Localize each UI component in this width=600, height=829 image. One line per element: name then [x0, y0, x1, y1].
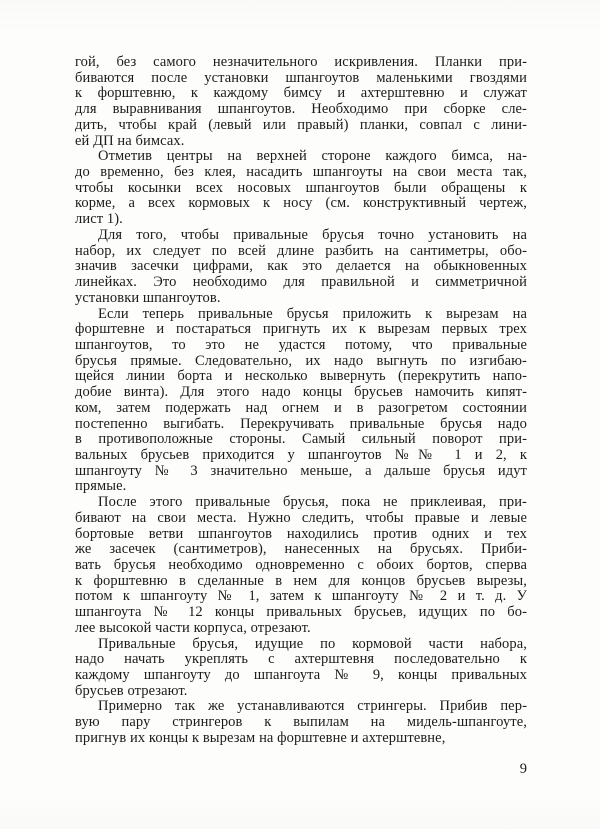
text-line: набор, их следует по всей длине разбить на сантиметры, обо-: [75, 242, 527, 259]
text-line: установки шпангоутов.: [75, 289, 221, 306]
text-line: к форштевню в сделанные в нем для концов брусьев вырезы,: [75, 572, 527, 589]
text-line: пригнув их концы к вырезам на форштевне и ахтерштевне,: [75, 729, 446, 746]
paragraph: [75, 55, 527, 149]
text-line: ей ДП на бимсах.: [75, 132, 185, 149]
text-block: [75, 55, 527, 747]
text-line: корме, а всех кормовых к носу (см. конструктивный чертеж,: [75, 195, 527, 212]
text-line: в противоположные стороны. Самый сильный поворот при-: [75, 431, 527, 448]
text-line: прямые.: [75, 478, 127, 495]
text-line: гой, без самого незначительного искривления. Планки при-: [75, 54, 527, 70]
text-line: форштевне и постараться пригнуть их к вырезам первых трех: [75, 321, 527, 338]
paragraph: [75, 495, 527, 636]
paragraph: [75, 228, 527, 307]
text-line: Привальные брусья, идущие по кормовой части набора,: [98, 635, 527, 652]
text-line: брусья прямые. Следовательно, их надо выгнуть по изгибаю-: [75, 352, 527, 369]
paragraph: [75, 637, 527, 700]
text-line: лист 1).: [75, 211, 123, 228]
text-line: бивают на свои места. Нужно следить, чтобы правые и левые: [75, 509, 527, 526]
page-number: 9: [519, 761, 527, 777]
text-line: После этого привальные брусья, пока не приклеивая, при-: [98, 494, 527, 511]
text-line: потом к шпангоуту № 1, затем к шпангоуту № 2 и т. д. У: [75, 588, 527, 605]
paragraph: [75, 307, 527, 496]
text-line: каждому шпангоуту до шпангоута № 9, концы привальных: [75, 667, 527, 684]
text-line: лее высокой части корпуса, отрезают.: [75, 619, 311, 636]
text-line: постепенно выгибать. Перекручивать привальные брусья надо: [75, 415, 527, 432]
text-line: шпангоута № 12 концы привальных брусьев, идущих по бо-: [75, 604, 527, 621]
paragraph: [75, 699, 527, 746]
text-line: бортовые ветви шпангоутов находились против одних и тех: [75, 525, 527, 542]
text-line: дить, чтобы край (левый или правый) планки, совпал с лини-: [75, 116, 527, 133]
text-line: вальных брусьев приходится у шпангоутов №№ 1 и 2, к: [75, 446, 527, 463]
text-line: чтобы косынки всех носовых шпангоутов были обращены к: [75, 179, 527, 196]
text-line: Если теперь привальные брусья приложить к вырезам на: [98, 305, 527, 322]
text-line: шпангоутов, то это не удастся потому, что привальные: [75, 336, 527, 353]
text-line: щейся линии борта и несколько вывернуть (перекрутить напо-: [75, 368, 527, 385]
text-line: надо начать укреплять с ахтерштевня последовательно к: [75, 651, 527, 668]
text-line: добие винта). Для этого надо концы брусьев намочить кипят-: [75, 384, 527, 401]
text-line: до временно, без клея, насадить шпангоуты на свои места так,: [75, 164, 527, 181]
text-line: ком, затем подержать над огнем и в разогретом состоянии: [75, 399, 527, 416]
text-line: линейках. Это необходимо для правильной и симметричной: [75, 274, 527, 291]
text-line: же засечек (сантиметров), нанесенных на брусьях. Приби-: [75, 541, 527, 558]
text-line: Примерно так же устанавливаются стрингеры. Прибив пер-: [98, 698, 527, 715]
text-line: брусьев отрезают.: [75, 682, 188, 699]
text-line: вую пару стрингеров к выпилам на мидель-шпангоуте,: [75, 714, 527, 731]
paragraph: [75, 149, 527, 228]
text-line: шпангоуту № 3 значительно меньше, а дальше брусья идут: [75, 462, 527, 479]
text-line: Отметив центры на верхней стороне каждого бимса, на-: [98, 148, 527, 165]
text-line: для выравнивания шпангоутов. Необходимо при сборке сле-: [75, 101, 527, 118]
text-line: к форштевню, к каждому бимсу и ахтерштевню и служат: [75, 85, 527, 102]
text-line: вать брусья необходимо одновременно с обоих бортов, сперва: [75, 557, 527, 573]
text-line: биваются после установки шпангоутов маленькими гвоздями: [75, 69, 527, 86]
text-line: Для того, чтобы привальные брусья точно установить на: [98, 226, 527, 243]
text-line: значив засечки цифрами, как это делается на обыкновенных: [75, 258, 527, 275]
